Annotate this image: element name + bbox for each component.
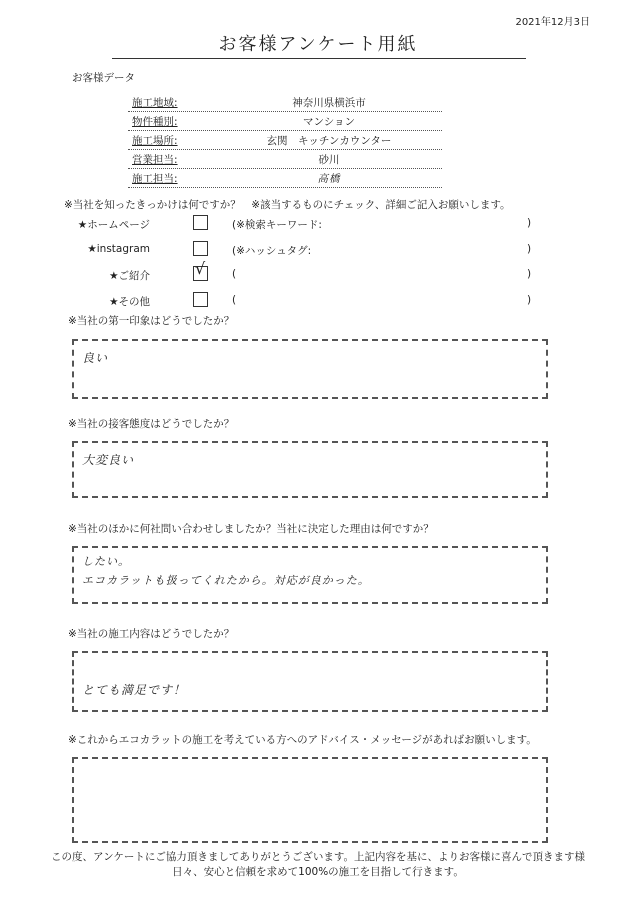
info-label: 物件種別: — [132, 115, 178, 128]
answer-text: とても満足です！ — [82, 683, 187, 697]
source-option-instagram — [0, 240, 636, 262]
info-label: 施工地域: — [132, 96, 178, 109]
source-label: ★instagram — [87, 243, 150, 255]
source-hint: ( — [232, 268, 237, 280]
question-customer-service: ※当社の接客態度はどうでしたか？ — [68, 418, 235, 430]
source-option-other — [0, 291, 636, 313]
customer-data-heading: お客様データ — [72, 72, 135, 84]
answer-box-customer-service[interactable] — [72, 441, 548, 498]
answer-box-work-quality[interactable] — [72, 651, 548, 712]
info-label: 営業担当: — [132, 153, 178, 166]
source-option-homepage — [0, 214, 636, 236]
info-label: 施工担当: — [132, 172, 178, 185]
source-question: ※当社を知ったきっかけは何ですか？ ※該当するものにチェック、詳細ご記入お願いします。 — [64, 199, 511, 211]
source-hint: (※検索キーワード: — [232, 219, 322, 231]
info-value-handwritten: 高橋 — [317, 172, 341, 185]
info-row-area — [128, 93, 442, 112]
source-label: ★ホームページ — [77, 219, 150, 231]
footer-line-1: この度、アンケートにご協力頂きましてありがとうございます。上記内容を基に、よりお客様に喜んで頂きます様 — [50, 851, 586, 863]
survey-date: 2021年12月3日 — [515, 17, 590, 28]
question-advice-message: ※これからエコカラットの施工を考えている方へのアドバイス・メッセージがあればお願いします。 — [68, 734, 537, 746]
info-row-location — [128, 131, 442, 150]
answer-box-other-companies[interactable] — [72, 546, 548, 604]
info-value: 玄関 キッチンカウンター — [266, 134, 392, 147]
info-label: 施工場所: — [132, 134, 178, 147]
source-hint-close: ) — [527, 294, 532, 306]
info-row-sales-rep — [128, 150, 442, 169]
source-hint-close: ) — [527, 217, 532, 229]
footer-line-2: 日々、安心と信頼を求めて100%の施工を目指して行きます。 — [172, 866, 464, 878]
source-checkbox[interactable] — [193, 241, 208, 256]
source-option-referral — [0, 259, 636, 287]
source-hint: (※ハッシュタグ: — [232, 245, 312, 257]
answer-text-line-2: エコカラットも扱ってくれたから。対応が良かった。 — [82, 574, 370, 587]
answer-box-advice-message[interactable] — [72, 757, 548, 843]
answer-text-line-1: したい。 — [82, 555, 130, 568]
customer-info-table — [128, 93, 442, 188]
answer-text: 良い — [82, 351, 109, 365]
source-checkbox[interactable] — [193, 215, 208, 230]
info-value: マンション — [302, 115, 356, 128]
source-hint-close: ) — [527, 243, 532, 255]
info-row-installer — [128, 169, 442, 188]
info-value: 砂川 — [318, 153, 340, 166]
question-first-impression: ※当社の第一印象はどうでしたか？ — [68, 315, 235, 327]
answer-text: 大変良い — [82, 453, 135, 467]
info-value: 神奈川県横浜市 — [292, 96, 366, 109]
page-title: お客様アンケート用紙 — [218, 34, 418, 55]
check-mark-icon: √ — [195, 259, 207, 278]
question-work-quality: ※当社の施工内容はどうでしたか？ — [68, 628, 235, 640]
answer-box-first-impression[interactable] — [72, 339, 548, 399]
info-row-property-type — [128, 112, 442, 131]
footer-message — [0, 850, 636, 880]
question-other-companies: ※当社のほかに何社問い合わせしましたか？当社に決定した理由は何ですか？ — [68, 523, 434, 535]
source-checkbox[interactable] — [193, 292, 208, 307]
source-label: ★その他 — [109, 296, 150, 308]
source-hint: ( — [232, 294, 237, 306]
source-label: ★ご紹介 — [109, 270, 150, 282]
source-hint-close: ) — [527, 268, 532, 280]
title-underline — [112, 58, 526, 59]
